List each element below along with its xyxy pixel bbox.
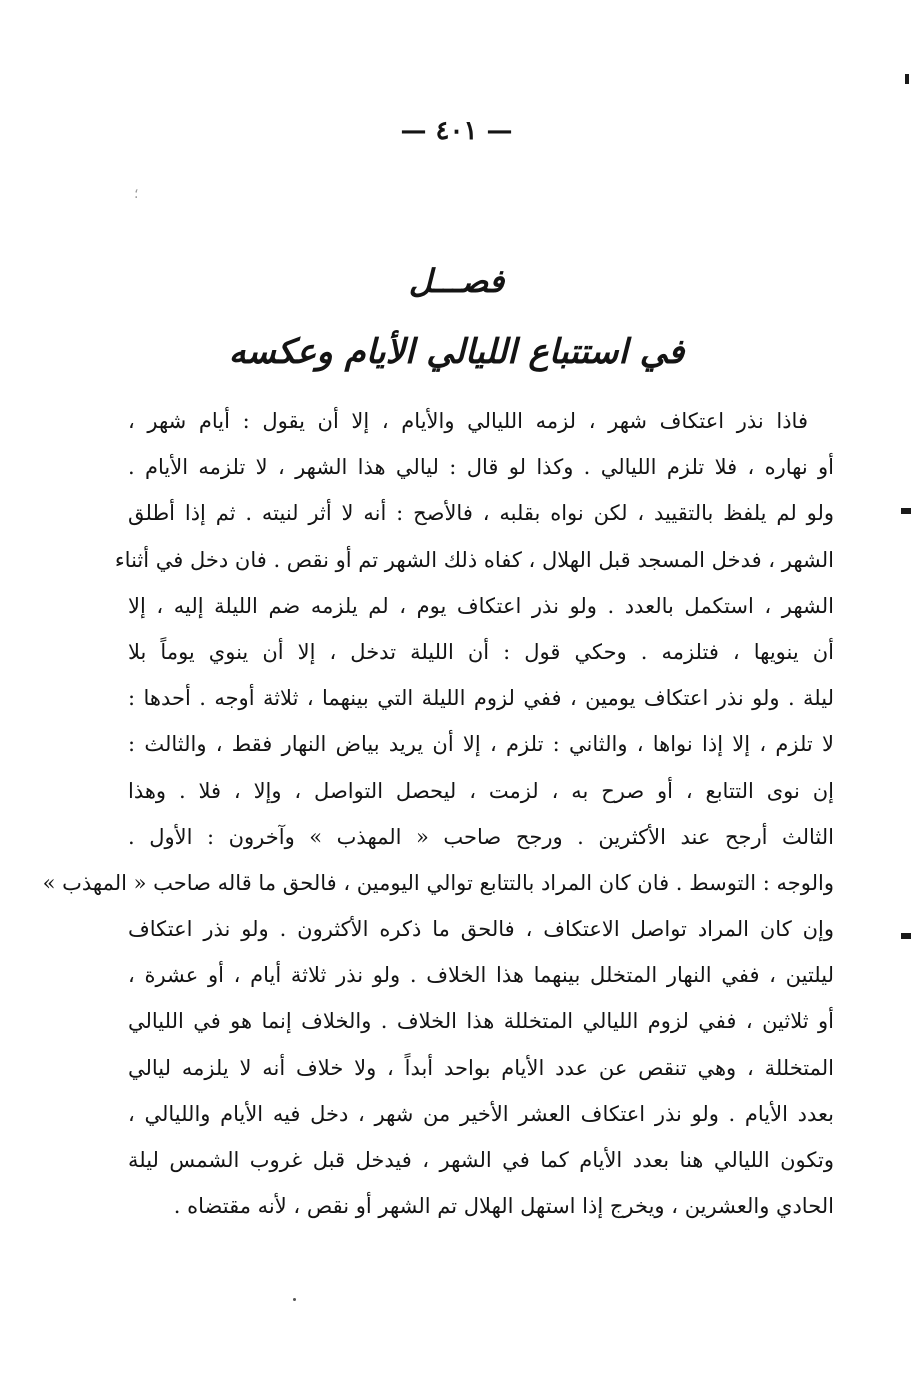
text-line: المتخللة ، وهي تنقص عن عدد الأيام بواحد أبداً ، ولا خلاف أنه لا يلزمه ليالي [128, 1055, 834, 1080]
section-title: في استتباع الليالي الأيام وعكسه [228, 332, 685, 372]
text-line: أن ينويها ، فتلزمه . وحكي قول : أن الليلة تدخل ، إلا أن ينوي يوماً بلا [128, 639, 834, 664]
text-line: أو نهاره ، فلا تلزم الليالي . وكذا لو قال : ليالي هذا الشهر ، لا تلزمه الأيام . [128, 455, 834, 480]
text-line: لا تلزم ، إلا إذا نواها ، والثاني : تلزم ، إلا أن يريد بياض النهار فقط ، والثالث : [128, 732, 834, 757]
text-line: إن نوى التتابع ، أو صرح به ، لزمت ، ليحصل التواصل ، وإلا ، فلا . وهذا [128, 778, 834, 803]
ink-speck [293, 1298, 296, 1301]
faint-margin-mark: ؛ [134, 186, 139, 202]
text-line: ليلة . ولو نذر اعتكاف يومين ، ففي لزوم الليلة التي بينهما ، ثلاثة أوجه . أحدها : [128, 686, 834, 711]
text-line: ولو لم يلفظ بالتقييد ، لكن نواه بقلبه ، فالأصح : أنه لا أثر لنيته . ثم إذا أطلق [128, 501, 834, 526]
text-line: الحادي والعشرين ، ويخرج إذا استهل الهلال تم الشهر أو نقص ، لأنه مقتضاه . [173, 1194, 834, 1219]
body-text [42, 398, 834, 1229]
margin-mark-top [905, 74, 909, 84]
text-line: وإن كان المراد تواصل الاعتكاف ، فالحق ما ذكره الأكثرون . ولو نذر اعتكاف [128, 917, 834, 942]
text-line: ليلتين ، ففي النهار المتخلل بينهما هذا الخلاف . ولو نذر ثلاثة أيام ، أو عشرة ، [128, 963, 834, 988]
margin-mark-lower [901, 933, 911, 939]
text-line: أو ثلاثين ، ففي لزوم الليالي المتخللة هذا الخلاف . والخلاف إنما هو في الليالي [128, 1009, 834, 1034]
text-line: والوجه : التوسط . فان كان المراد بالتتابع توالي اليومين ، فالحق ما قاله صاحب « المهذب » [42, 870, 834, 895]
text-line: وتكون الليالي هنا بعدد الأيام كما في الشهر ، فيدخل قبل غروب الشمس ليلة [128, 1148, 834, 1172]
text-line: الشهر ، استكمل بالعدد . ولو نذر اعتكاف يوم ، لم يلزمه ضم الليلة إليه ، إلا [128, 593, 834, 618]
text-line: الشهر ، فدخل المسجد قبل الهلال ، كفاه ذلك الشهر تم أو نقص . فان دخل في أثناء [114, 547, 834, 572]
text-line: فاذا نذر اعتكاف شهر ، لزمه الليالي والأيام ، إلا أن يقول : أيام شهر ، [128, 409, 808, 433]
text-line: الثالث أرجح عند الأكثرين . ورجح صاحب « المهذب » وآخرون : الأول . [128, 824, 834, 849]
section-label: فصـــل [408, 262, 505, 300]
text-line: بعدد الأيام . ولو نذر اعتكاف العشر الأخير من شهر ، دخل فيه الأيام والليالي ، [128, 1101, 834, 1126]
margin-mark-middle [901, 508, 911, 514]
page-number: — ٤٠١ — [400, 116, 513, 146]
